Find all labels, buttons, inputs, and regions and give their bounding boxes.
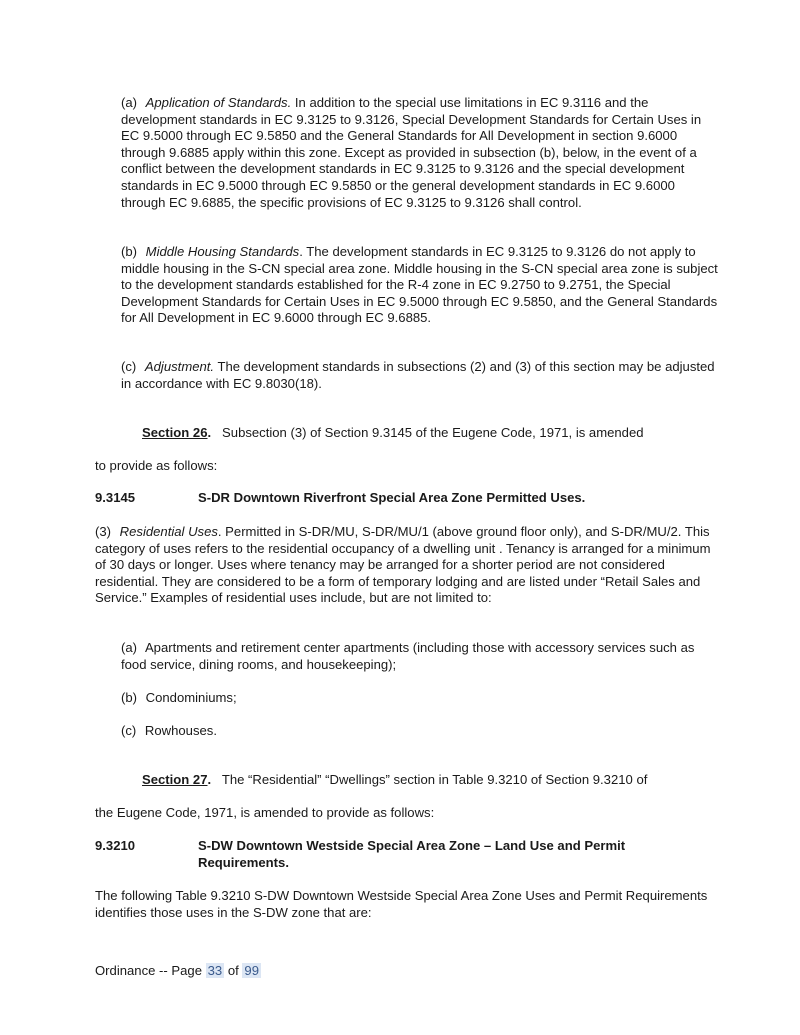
list-item-text: Rowhouses. <box>144 723 217 738</box>
list-item-label: (b) <box>121 690 138 705</box>
list-item-text: Condominiums; <box>145 690 237 705</box>
paragraph-label: (b) <box>121 244 138 259</box>
section-27-title: Section 27 <box>142 772 208 787</box>
list-item-rowhouses <box>121 723 721 740</box>
section-26-title-punct: . <box>207 425 212 440</box>
heading-number: 9.3210 <box>95 838 136 853</box>
paragraph-label: (a) <box>121 95 138 110</box>
list-item-text: Apartments and retirement center apartments (including those with accessory services such as food service, dining rooms, and housekeeping); <box>121 640 695 672</box>
heading-title: S-DW Downtown Westside Special Area Zone – Land Use and Permit Requirements. <box>198 838 626 870</box>
paragraph-italic-title: Application of Standards. <box>145 95 292 110</box>
heading-title: S-DR Downtown Riverfront Special Area Zone Permitted Uses. <box>198 490 586 505</box>
paragraph-text: . The development standards in EC 9.3125 to 9.3126 do not apply to middle housing in the S-CN special area zone. Middle housing in the S-CN special area zone is subject to the development standards established for the R-4 zone in EC 9.2750 to 9.2751, the Special Development Standards for Certain Uses in EC 9.5000 through EC 9.5850, and the General Standards for All Development in EC 9.6000 through EC 9.6885. <box>121 244 718 326</box>
paragraph-table-intro: The following Table 9.3210 S-DW Downtown Westside Special Area Zone Uses and Permit Requirements identifies those uses in the S-DW zone that are: <box>95 888 708 920</box>
paragraph-middle-housing-standards <box>121 244 721 327</box>
paragraph-text: The development standards in subsections (2) and (3) of this section may be adjusted in accordance with EC 9.8030(18). <box>121 359 715 391</box>
heading-number: 9.3145 <box>95 490 136 505</box>
paragraph-text: In addition to the special use limitations in EC 9.3116 and the development standards in EC 9.3125 to 9.3126, Special Development Standards for Certain Uses in EC 9.5000 through EC 9.5850 and the General Standards for All Development in section 9.6000 through 9.6885 apply within this zone. Except as provided in subsection (b), below, in the event of a conflict between the development standards in EC 9.3125 to 9.3126 and the special development standards in EC 9.5000 through EC 9.5850 or the general development standards in EC 9.6000 through EC 9.6885, the specific provisions of EC 9.3125 to 9.3126 shall control. <box>121 95 702 210</box>
paragraph-application-of-standards <box>121 95 721 211</box>
section-26-continuation: to provide as follows: <box>95 458 218 473</box>
page-number-field: 33 <box>207 963 223 978</box>
paragraph-italic-title: Middle Housing Standards <box>145 244 300 259</box>
list-item-apartments <box>121 640 721 673</box>
section-26-title: Section 26 <box>142 425 208 440</box>
section-27-continuation: the Eugene Code, 1971, is amended to provide as follows: <box>95 805 435 820</box>
paragraph-italic-title: Adjustment. <box>144 359 215 374</box>
section-27-title-punct: . <box>207 772 212 787</box>
footer-separator: of <box>224 963 243 978</box>
section-26-line <box>142 425 644 442</box>
paragraph-text: . Permitted in S-DR/MU, S-DR/MU/1 (above ground floor only), and S-DR/MU/2. This category of uses refers to the residential occupancy of a dwelling unit . Tenancy is arranged for a minimum of 30 days or longer. Uses where tenancy may be arranged for a shorter period are not considered residential. They are considered to be a form of temporary lodging and are listed under “Retail Sales and Service.” Examples of residential uses include, but are not limited to: <box>95 524 711 606</box>
section-27-line <box>142 772 647 789</box>
section-26-text: Subsection (3) of Section 9.3145 of the Eugene Code, 1971, is amended <box>211 425 644 440</box>
footer-prefix: Ordinance -- Page <box>95 963 206 978</box>
paragraph-label: (3) <box>95 524 112 539</box>
page-footer <box>95 963 261 980</box>
list-item-label: (a) <box>121 640 138 655</box>
heading-9-3210 <box>95 838 721 872</box>
list-item-label: (c) <box>121 723 137 738</box>
total-pages-field: 99 <box>244 963 259 978</box>
paragraph-residential-uses <box>95 524 721 607</box>
paragraph-adjustment <box>121 359 721 392</box>
paragraph-label: (c) <box>121 359 137 374</box>
heading-9-3145 <box>95 490 721 507</box>
list-item-condominiums <box>121 690 721 707</box>
section-27-text: The “Residential” “Dwellings” section in Table 9.3210 of Section 9.3210 of <box>211 772 648 787</box>
paragraph-italic-title: Residential Uses <box>119 524 218 539</box>
